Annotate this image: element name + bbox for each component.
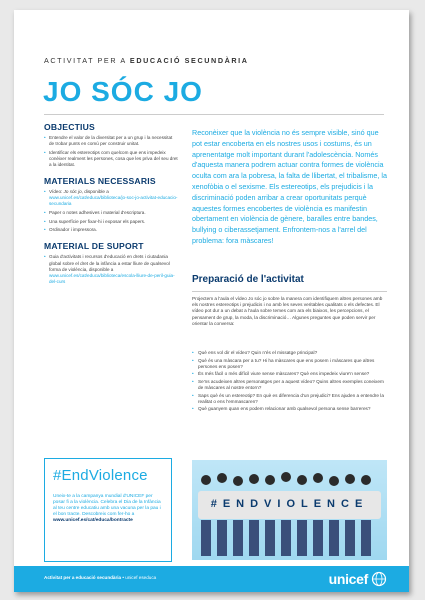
material-item-video: • Vídeo: Jo sóc jo, disponible a www.unicef.es/cat/educa/biblioteca/jo-soc-jo-activitat-educacio-secundaria — [44, 189, 178, 207]
objectius-section — [44, 122, 178, 168]
page-title: JO SÓC JO — [43, 76, 203, 107]
people-illustration — [192, 460, 387, 560]
endviolence-box — [44, 458, 172, 562]
endviolence-text: Uneix-te a la campanya mundial d'UNICEF per posar fi a la violència. Celebra el Dia de la Infància al teu centre educatiu amb una vacuna per la pau i el bon tracte. Descobreix com fer-ho a www.unicef.es/cat/educa/bontracte — [53, 494, 161, 523]
objectius-heading: OBJECTIUS — [44, 122, 95, 132]
title-divider — [44, 114, 384, 115]
unicef-logo — [329, 569, 387, 589]
preparacio-divider — [192, 291, 387, 292]
question-item: • Saps què és un estereotip? En què es diferencia d'un prejudici? Ens ajuden a entendre la realitat o ens l'emmascaren? — [192, 393, 387, 405]
question-item: • Què és una màscara per a tu? Hi ha màscares que ens posem i màscares que altres persones ens posen? — [192, 358, 387, 370]
unicef-wordmark: unicef — [328, 571, 368, 587]
question-list — [192, 350, 387, 414]
suport-heading: MATERIAL DE SUPORT — [44, 241, 144, 252]
intro-paragraph: Reconèixer que la violència no és sempre visible, sinó que pot estar encoberta en els nostres usos i costums, és un aprenentatge molt important durant l'adolescència. Només d'aquesta manera podrem actuar contra formes de violència oculta com ara la pobresa, la falta de llibertat, el tribalisme, la xenofòbia o el sexisme. Els estereotips, els prejudicis i la discriminació poden arribar a crear oportunitats perquè aquestes formes encobertes de violència es manifestin obertament en violència de gènere, baralles entre bandes, bullying o ciberassetjament. Enfrontem-nos a l'arrel del problema: fora màscares! — [192, 128, 387, 245]
document-page — [14, 10, 409, 592]
footer-text: Activitat per a educació secundària • unicef eseduca — [44, 575, 157, 580]
endviolence-link[interactable]: www.unicef.es/cat/educa/bontracte — [53, 518, 133, 523]
preparacio-text: Projectem a l'aula el vídeo Jo sóc jo sobre la manera com identifiquem altres persones amb els nostres estereotips i prejudicis i no amb les seves veritables qualitats o els defectes. El vídeo pot dur a un debat a l'aula sobre temes com ara els biaixos, les percepcions, el pensament de grup, la moda, la discriminació… Algunes preguntes que poden servir per orientar la conversa: — [192, 296, 383, 326]
material-item: • Ordinador i impressora. — [44, 227, 178, 233]
suport-section — [44, 241, 178, 284]
objectiu-item: • Identificar els estereotips com quelcom que ens impedeix conèixer realment les persones, cosa que les priva del seu dret a la identitat. — [44, 150, 178, 168]
objectiu-item: • Entendre el valor de la diversitat per a un grup i la necessitat de trobar punts en comú per construir unitat. — [44, 135, 178, 147]
material-item: • Una superfície per fixar-hi i exposar els papers. — [44, 219, 178, 225]
suport-item: • Guia d'activitats i recursos d'educació en drets i ciutadania global sobre el dret de la infància a estar lliure de qualsevol forma de violència, disponible a www.unicef.es/cat/educa/biblioteca/escola-lliure-de-peril-guia-del-curs — [44, 254, 178, 284]
question-item: • És més fàcil o més difícil viure sense màscares? Què ens impedeix viure'n sense? — [192, 371, 387, 377]
material-item: • Paper o notes adhesives i material d'escriptura. — [44, 210, 178, 216]
campaign-photo — [192, 460, 387, 560]
question-item: • Què ens vol dir el vídeo? Quin n'és el missatge principal? — [192, 350, 387, 356]
left-column — [44, 122, 178, 293]
question-item: • Se'ns acudeixen altres personatges per a aquest vídeo? Quins altres exemples coneixem de màscares al nostre entorn? — [192, 379, 387, 391]
preparacio-heading: Preparació de l'activitat — [192, 274, 304, 285]
materials-heading: MATERIALS NECESSARIS — [44, 176, 156, 187]
kicker-level: EDUCACIÓ SECUNDÀRIA — [129, 56, 249, 65]
materials-section — [44, 176, 178, 233]
kicker-prefix: ACTIVITAT PER A — [44, 56, 130, 65]
endviolence-hashtag: #EndViolence — [53, 467, 148, 484]
activity-kicker — [44, 56, 249, 65]
suport-link[interactable]: www.unicef.es/cat/educa/biblioteca/escola-lliure-de-peril-guia-del-curs — [49, 272, 175, 284]
video-link[interactable]: www.unicef.es/cat/educa/biblioteca/jo-soc-jo-activitat-educacio-secundaria — [49, 195, 178, 207]
campaign-sign: #ENDVIOLENCE — [210, 498, 369, 510]
question-item: • Què guanyem quan ens podem relacionar amb qualsevol persona sense barreres? — [192, 406, 387, 412]
globe-icon — [371, 571, 387, 587]
page-footer — [14, 566, 409, 592]
